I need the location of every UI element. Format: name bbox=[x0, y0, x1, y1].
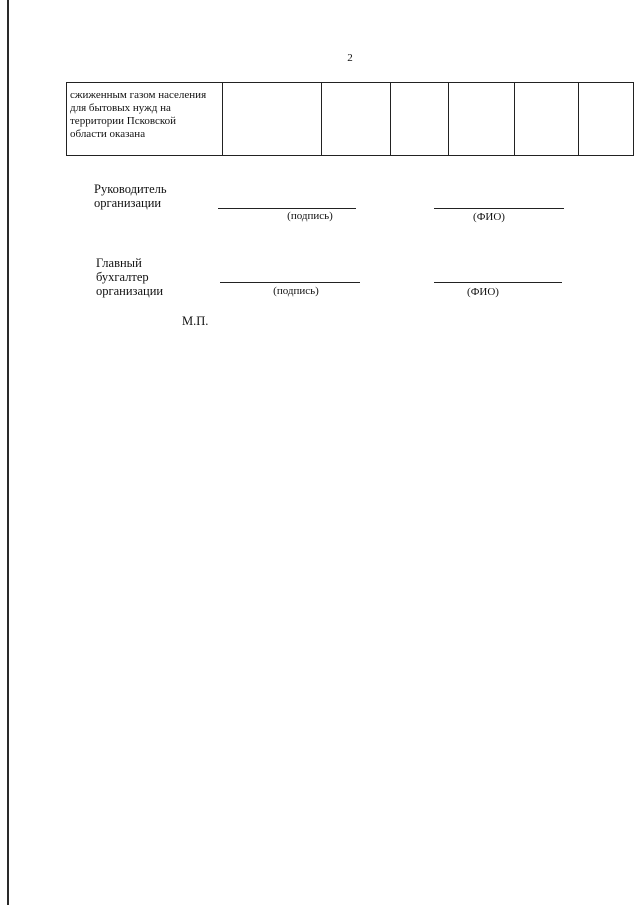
head-signature-caption: (подпись) bbox=[287, 210, 333, 222]
accountant-role-label: Главный бухгалтер организации bbox=[96, 256, 164, 298]
accountant-name-caption: (ФИО) bbox=[467, 286, 499, 298]
accountant-name-line bbox=[434, 282, 562, 283]
stamp-placeholder: М.П. bbox=[182, 314, 209, 328]
head-role-label: Руководитель организации bbox=[94, 182, 167, 210]
table-cell bbox=[449, 83, 515, 156]
accountant-signature-caption: (подпись) bbox=[273, 285, 319, 297]
head-signature-line bbox=[218, 208, 356, 209]
head-name-line bbox=[434, 208, 564, 209]
table-cell bbox=[515, 83, 579, 156]
table-cell-description: сжиженным газом населения для бытовых нужд на территории Псковской области оказана bbox=[67, 83, 223, 156]
page-number: 2 bbox=[347, 52, 353, 64]
table-cell bbox=[579, 83, 634, 156]
accountant-signature-line bbox=[220, 282, 360, 283]
head-name-caption: (ФИО) bbox=[473, 211, 505, 223]
table-cell bbox=[223, 83, 322, 156]
table-row bbox=[67, 83, 634, 156]
table-cell bbox=[322, 83, 391, 156]
page-left-edge bbox=[7, 0, 9, 905]
continuation-table bbox=[66, 82, 634, 156]
table-cell bbox=[391, 83, 449, 156]
